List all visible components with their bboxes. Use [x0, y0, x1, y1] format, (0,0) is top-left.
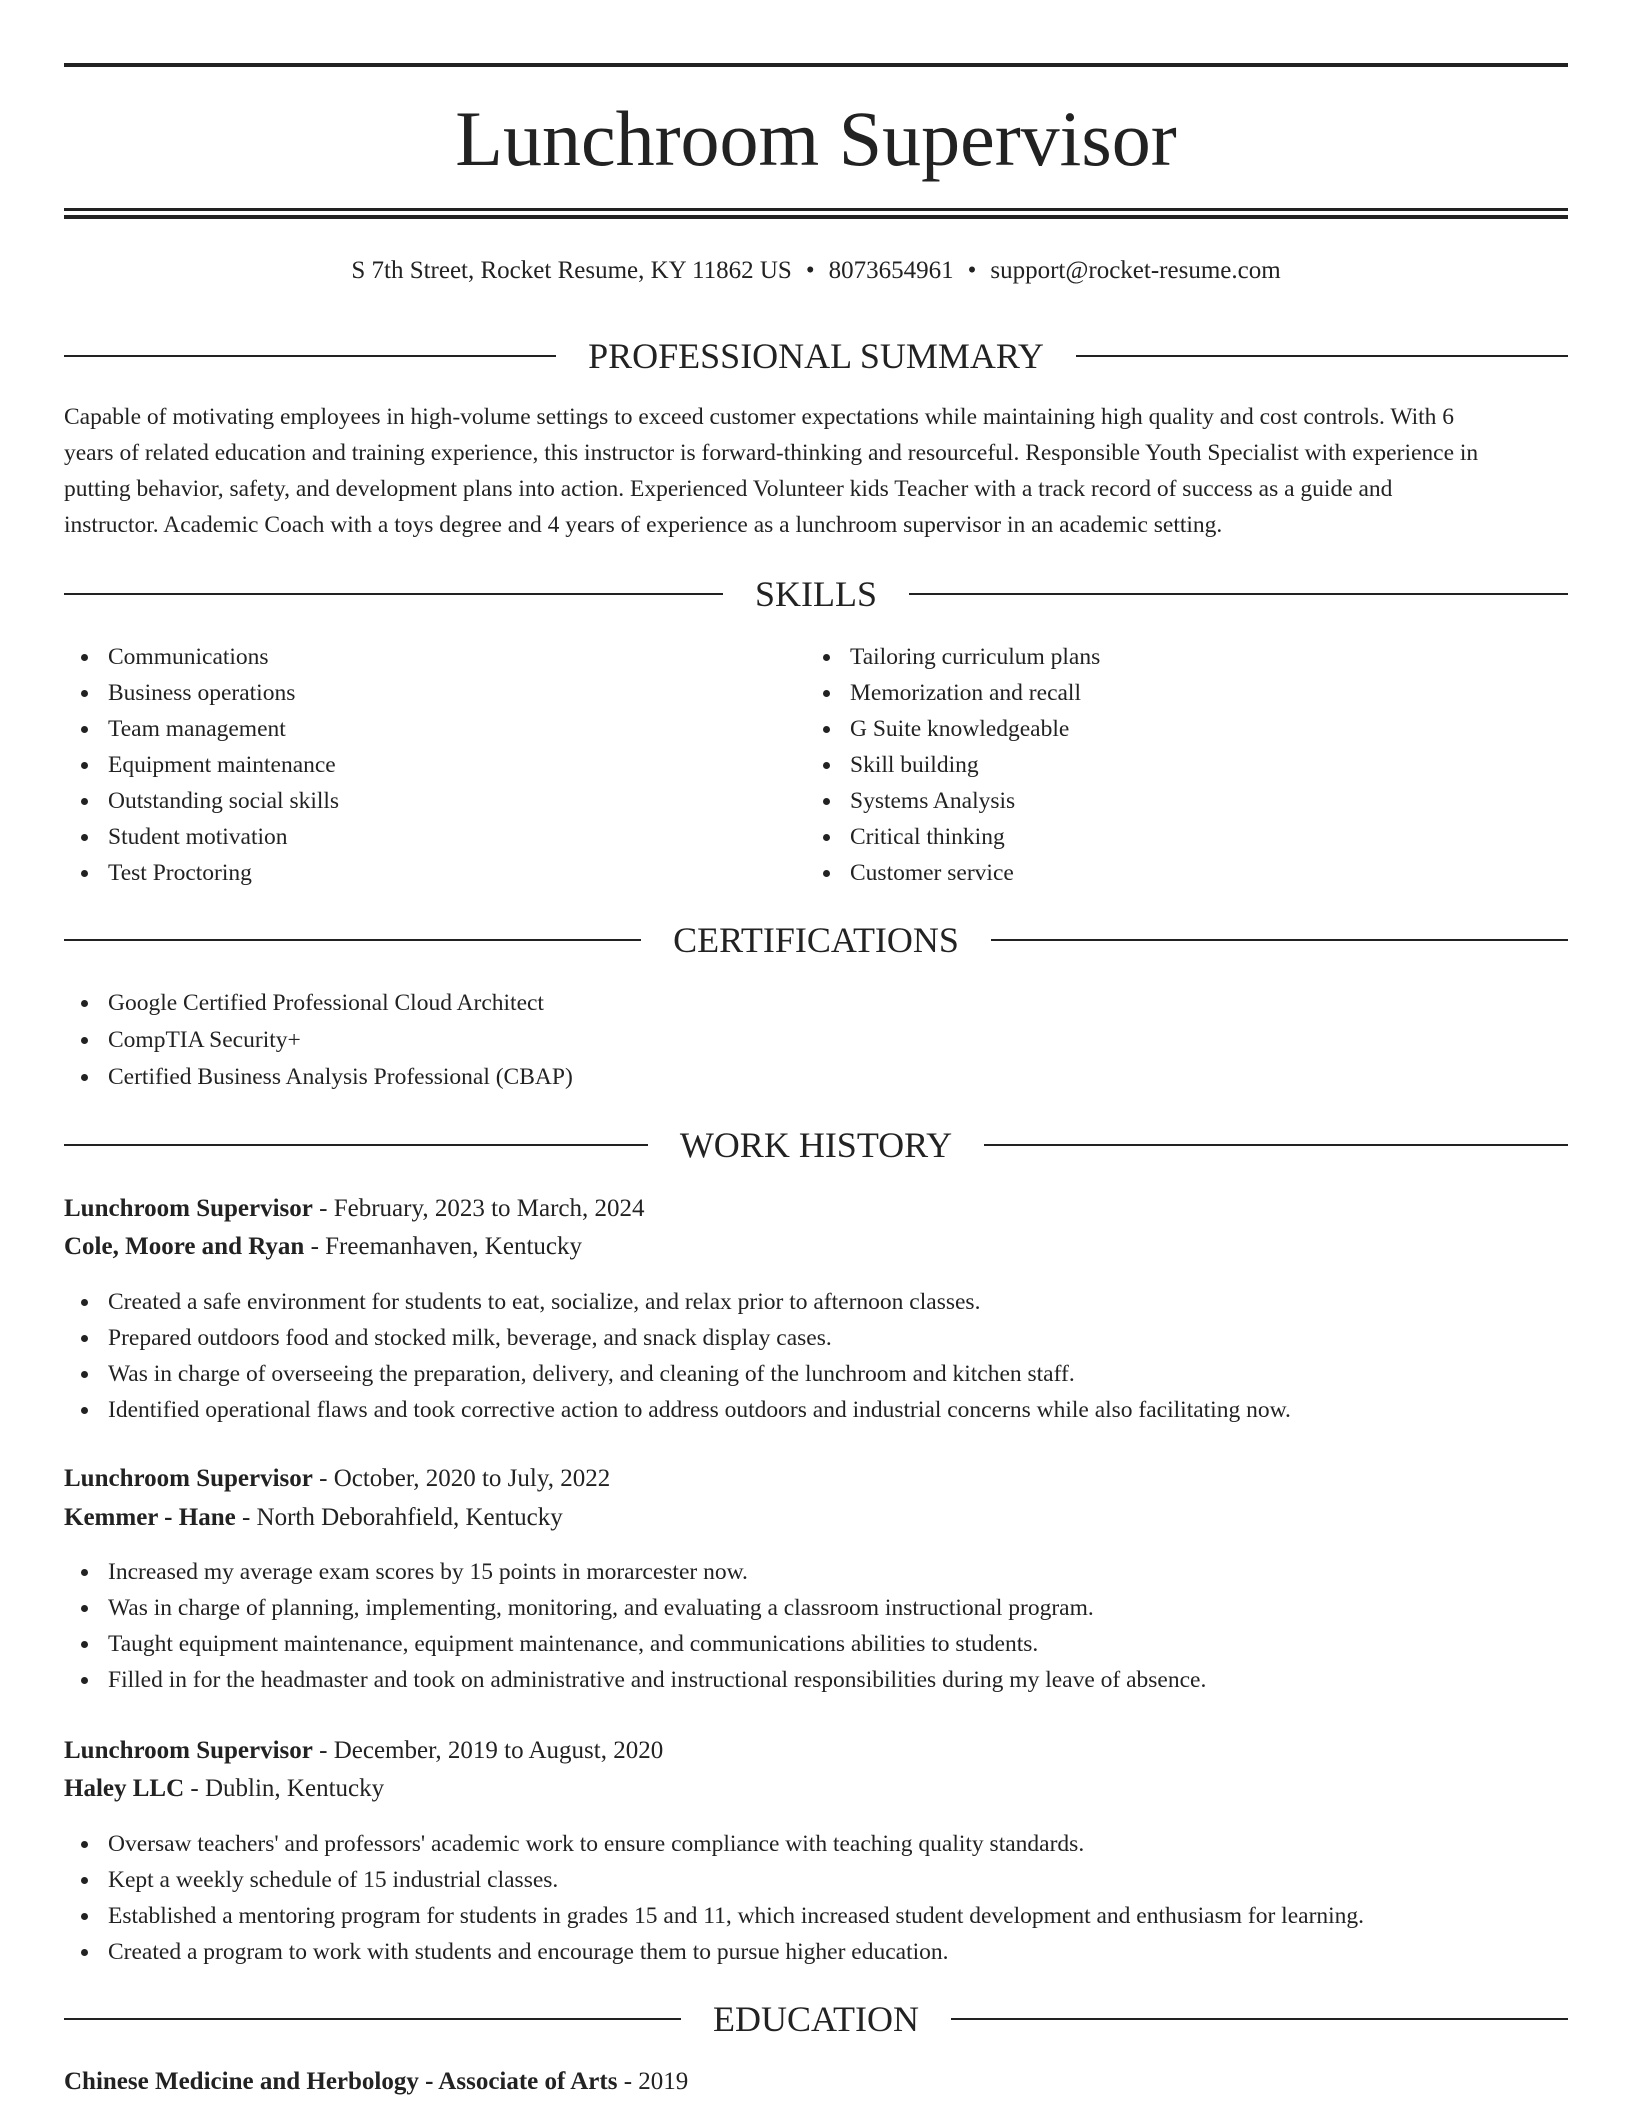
job-title: Lunchroom Supervisor: [64, 1465, 313, 1492]
job-location: - Dublin, Kentucky: [184, 1775, 385, 1802]
contact-line: [64, 254, 1568, 288]
job-title: Lunchroom Supervisor: [64, 1195, 313, 1222]
skill-item: G Suite knowledgeable: [806, 711, 1506, 747]
job-company: Cole, Moore and Ryan: [64, 1233, 305, 1260]
skill-item: Memorization and recall: [806, 675, 1506, 711]
skill-item: Systems Analysis: [806, 783, 1506, 819]
summary-line: putting behavior, safety, and development plans into action. Experienced Volunteer kids Teacher with a track record of success as a guide and: [64, 476, 1393, 502]
section-rule-right: [1076, 355, 1568, 357]
section-rule-left: [64, 939, 641, 941]
section-rule-left: [64, 593, 723, 595]
job-company: Haley LLC: [64, 1775, 185, 1802]
section-rule-right: [991, 939, 1568, 941]
job-duty: Prepared outdoors food and stocked milk, beverage, and snack display cases.: [64, 1320, 1564, 1356]
skills-list-left: [64, 639, 764, 891]
certification-item: Google Certified Professional Cloud Architect: [64, 985, 1464, 1022]
skills-list-right: [806, 639, 1506, 891]
job-title-line: [64, 1191, 1568, 1227]
skill-item: Communications: [64, 639, 764, 675]
skill-item: Team management: [64, 711, 764, 747]
skill-item: Critical thinking: [806, 819, 1506, 855]
skill-item: Student motivation: [64, 819, 764, 855]
section-rule-left: [64, 355, 556, 357]
section-title-summary: PROFESSIONAL SUMMARY: [588, 336, 1044, 376]
section-rule-left: [64, 2018, 681, 2020]
top-rule: [64, 63, 1568, 67]
section-title-skills: SKILLS: [755, 574, 878, 614]
job-duties-list: [64, 1284, 1564, 1428]
job-dates: - February, 2023 to March, 2024: [312, 1195, 645, 1222]
section-title-education: EDUCATION: [713, 1999, 919, 2039]
contact-address: S 7th Street, Rocket Resume, KY 11862 US: [351, 257, 792, 284]
job-duty: Was in charge of planning, implementing, monitoring, and evaluating a classroom instructional program.: [64, 1590, 1564, 1626]
job-duty: Kept a weekly schedule of 15 industrial classes.: [64, 1862, 1564, 1898]
job-company-line: [64, 1500, 1568, 1536]
skill-item: Equipment maintenance: [64, 747, 764, 783]
section-header-work: [64, 1125, 1568, 1165]
section-header-education: [64, 1999, 1568, 2039]
education-year: - 2019: [617, 2068, 689, 2095]
job-duties-list: [64, 1826, 1564, 1970]
job-company-line: [64, 1771, 1568, 1807]
certifications-list: [64, 985, 1464, 1096]
section-header-certifications: [64, 920, 1568, 960]
job-title: Lunchroom Supervisor: [64, 1737, 313, 1764]
skill-item: Customer service: [806, 855, 1506, 891]
title-rule-lower: [64, 215, 1568, 219]
section-rule-right: [984, 1144, 1568, 1146]
section-header-skills: [64, 574, 1568, 614]
section-title-work: WORK HISTORY: [679, 1125, 953, 1165]
certification-item: CompTIA Security+: [64, 1022, 1464, 1059]
job-duty: Filled in for the headmaster and took on administrative and instructional responsibilities during my leave of absence.: [64, 1662, 1564, 1698]
section-rule-left: [64, 1144, 648, 1146]
section-rule-right: [909, 593, 1568, 595]
summary-line: Capable of motivating employees in high-volume settings to exceed customer expectations while maintaining high quality and cost controls. With 6: [64, 404, 1455, 430]
summary-line: years of related education and training experience, this instructor is forward-thinking and resourceful. Responsible Youth Specialist with experience in: [64, 440, 1479, 466]
job-duty: Established a mentoring program for students in grades 15 and 11, which increased student development and enthusiasm for learning.: [64, 1898, 1564, 1934]
job-company: Kemmer - Hane: [64, 1504, 236, 1531]
job-duties-list: [64, 1554, 1564, 1698]
certification-item: Certified Business Analysis Professional (CBAP): [64, 1059, 1464, 1096]
job-location: - Freemanhaven, Kentucky: [304, 1233, 583, 1260]
contact-phone: 8073654961: [828, 257, 954, 284]
job-location: - North Deborahfield, Kentucky: [235, 1504, 563, 1531]
section-rule-right: [951, 2018, 1568, 2020]
contact-separator: •: [967, 257, 977, 284]
job-duty: Created a program to work with students and encourage them to pursue higher education.: [64, 1934, 1564, 1970]
job-title-line: [64, 1461, 1568, 1497]
education-entry: [64, 2064, 1568, 2100]
job-duty: Taught equipment maintenance, equipment maintenance, and communications abilities to students.: [64, 1626, 1564, 1662]
education-degree: Chinese Medicine and Herbology - Associate of Arts: [64, 2068, 618, 2095]
resume-title: Lunchroom Supervisor: [455, 95, 1177, 182]
job-duty: Oversaw teachers' and professors' academic work to ensure compliance with teaching quality standards.: [64, 1826, 1564, 1862]
summary-paragraph: [64, 399, 1568, 543]
contact-email: support@rocket-resume.com: [990, 257, 1281, 284]
skill-item: Tailoring curriculum plans: [806, 639, 1506, 675]
job-duty: Increased my average exam scores by 15 points in morarcester now.: [64, 1554, 1564, 1590]
skill-item: Business operations: [64, 675, 764, 711]
job-title-line: [64, 1733, 1568, 1769]
skill-item: Skill building: [806, 747, 1506, 783]
contact-separator: •: [805, 257, 815, 284]
section-header-summary: [64, 336, 1568, 376]
job-duty: Was in charge of overseeing the preparation, delivery, and cleaning of the lunchroom and kitchen staff.: [64, 1356, 1564, 1392]
skill-item: Test Proctoring: [64, 855, 764, 891]
summary-line: instructor. Academic Coach with a toys degree and 4 years of experience as a lunchroom supervisor in an academic setting.: [64, 512, 1223, 538]
job-duty: Identified operational flaws and took corrective action to address outdoors and industrial concerns while also facilitating now.: [64, 1392, 1564, 1428]
job-dates: - December, 2019 to August, 2020: [312, 1737, 664, 1764]
title-rule-upper: [64, 208, 1568, 211]
job-duty: Created a safe environment for students to eat, socialize, and relax prior to afternoon classes.: [64, 1284, 1564, 1320]
job-dates: - October, 2020 to July, 2022: [312, 1465, 611, 1492]
skill-item: Outstanding social skills: [64, 783, 764, 819]
job-company-line: [64, 1229, 1568, 1265]
section-title-certifications: CERTIFICATIONS: [673, 920, 959, 960]
